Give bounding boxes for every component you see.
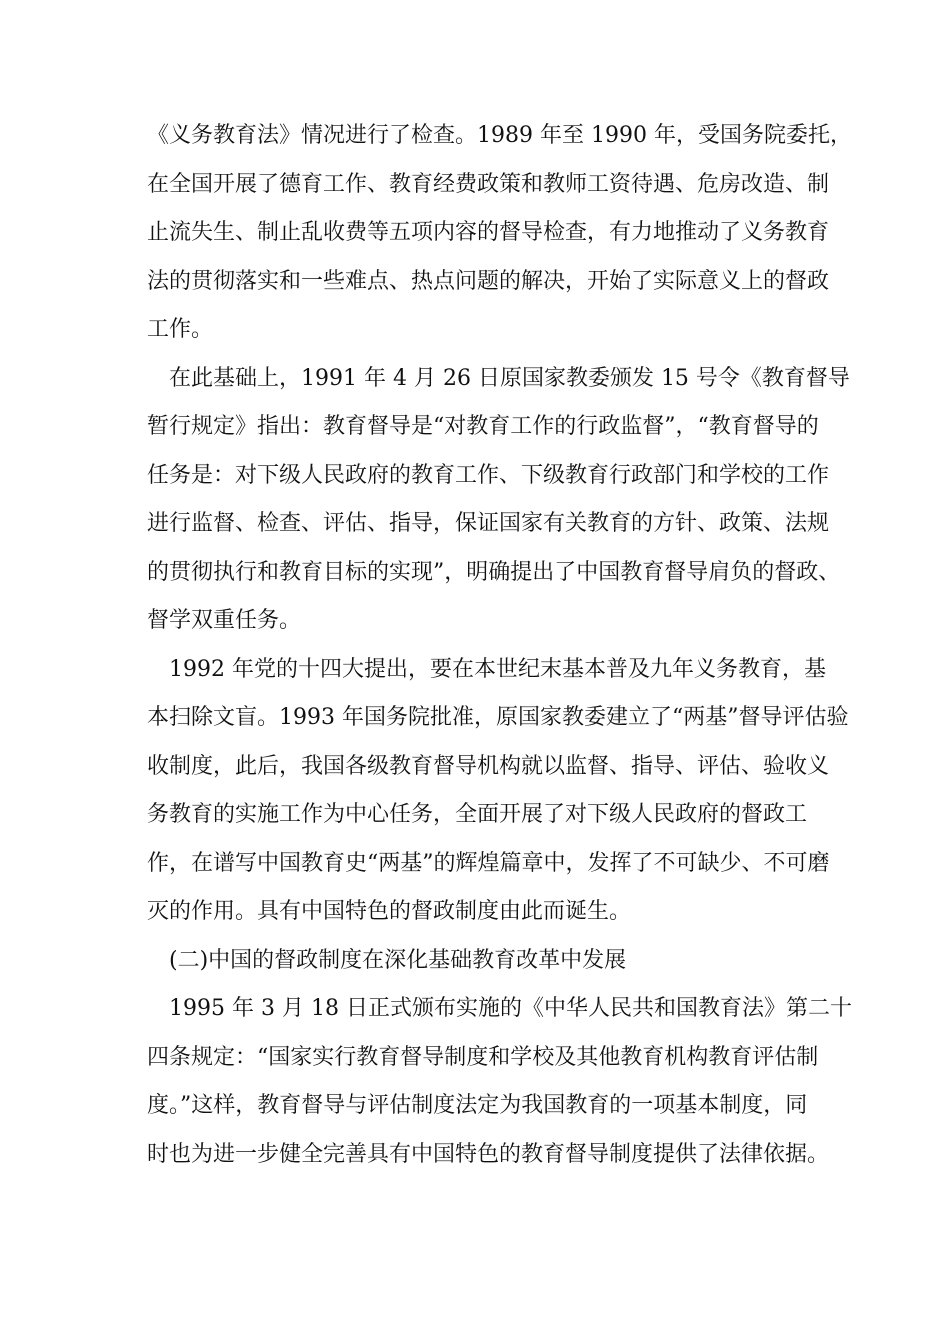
text-line: 止流失生、制止乱收费等五项内容的督导检查，有力地推动了义务教育 — [147, 220, 830, 245]
section-heading: (二)中国的督政制度在深化基础教育改革中发展 — [169, 947, 627, 973]
text-line: 收制度，此后，我国各级教育督导机构就以监督、指导、评估、验收义 — [147, 753, 830, 779]
paragraph-start-line: 1992 年党的十四大提出，要在本世纪末基本普及九年义务教育，基 — [169, 656, 826, 682]
text-line: 本扫除文盲。1993 年国务院批准，原国家教委建立了“两基”督导评估验 — [147, 705, 849, 730]
paragraph-start-line: 在此基础上，1991 年 4 月 26 日原国家教委颁发 15 号令《教育督导 — [169, 365, 850, 391]
text-line: 暂行规定》指出：教育督导是“对教育工作的行政监督”，“教育督导的 — [147, 414, 819, 439]
text-line: 工作。 — [147, 317, 214, 342]
text-line: 法的贯彻落实和一些难点、热点问题的解决，开始了实际意义上的督政 — [147, 268, 830, 294]
text-line: 灭的作用。具有中国特色的督政制度由此而诞生。 — [147, 899, 632, 924]
text-line: 《义务教育法》情况进行了检查。1989 年至 1990 年，受国务院委托， — [147, 123, 852, 148]
paragraph-start-line: 1995 年 3 月 18 日正式颁布实施的《中华人民共和国教育法》第二十 — [169, 996, 852, 1021]
body-text — [147, 112, 852, 1179]
text-line: 务教育的实施工作为中心任务，全面开展了对下级人民政府的督政工 — [147, 802, 808, 827]
text-line: 任务是：对下级人民政府的教育工作、下级教育行政部门和学校的工作 — [147, 462, 830, 488]
text-line: 的贯彻执行和教育目标的实现”，明确提出了中国教育督导肩负的督政、 — [147, 559, 841, 585]
text-line: 在全国开展了德育工作、教育经费政策和教师工资待遇、危房改造、制 — [147, 171, 830, 197]
text-line: 作，在谱写中国教育史“两基”的辉煌篇章中，发挥了不可缺少、不可磨 — [147, 850, 830, 876]
text-line: 督学双重任务。 — [147, 608, 302, 633]
text-line: 进行监督、检查、评估、指导，保证国家有关教育的方针、政策、法规 — [147, 511, 830, 536]
text-line: 时也为进一步健全完善具有中国特色的教育督导制度提供了法律依据。 — [147, 1141, 830, 1167]
text-line: 四条规定：“国家实行教育督导制度和学校及其他教育机构教育评估制 — [147, 1044, 819, 1070]
text-line: 度。”这样，教育督导与评估制度法定为我国教育的一项基本制度，同 — [147, 1093, 808, 1118]
